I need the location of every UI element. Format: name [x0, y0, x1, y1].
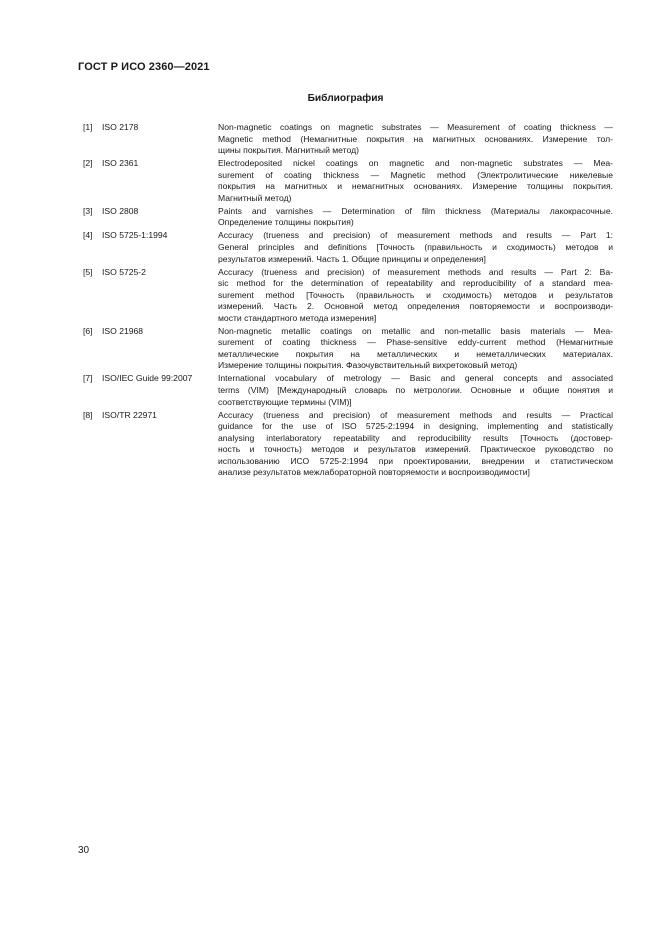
entry-text-line: мости стандартного метода измерения] — [218, 312, 377, 323]
entry-text-line: Accuracy (trueness and precision) of measurement methods and results — Part 1: — [218, 230, 613, 241]
entry-description — [218, 373, 613, 408]
bibliography-entry-2 — [78, 158, 613, 204]
entry-text-line: surement of coating thickness — Magnetic method (Электролитические никелевые — [218, 169, 613, 180]
entry-number: [5] — [83, 266, 93, 277]
entry-text-line: International vocabulary of metrology — Basic and general concepts and associated — [218, 373, 613, 384]
entry-text-line: Магнитный метод) — [218, 192, 292, 203]
entry-text-line: результатов измерений. Часть 1. Общие принципы и определения] — [218, 253, 486, 264]
bibliography-list — [78, 122, 613, 480]
entry-description — [218, 326, 613, 372]
standard-code: ISO 2808 — [102, 205, 139, 216]
entry-description — [218, 122, 613, 157]
entry-description — [218, 267, 613, 325]
entry-text-line: анализе результатов межлабораторной повторяемости и воспроизводимости] — [218, 467, 530, 478]
document-header: ГОСТ Р ИСО 2360—2021 — [78, 61, 210, 73]
entry-text-line: Magnetic method (Немагнитные покрытия на магнитных основаниях. Измерение тол- — [218, 133, 613, 144]
entry-number: [1] — [83, 122, 93, 132]
entry-text-line: Non-magnetic metallic coatings on metallic and non-metallic basis materials — Mea- — [218, 325, 613, 336]
entry-description — [218, 206, 613, 229]
entry-description — [218, 158, 613, 204]
entry-description — [218, 230, 613, 265]
entry-number: [6] — [83, 325, 93, 336]
entry-text-line: использованию ИСО 5725-2:1994 при проектировании, внедрении и статистическом — [218, 455, 613, 466]
bibliography-entry-3 — [78, 206, 613, 229]
entry-number: [8] — [83, 409, 93, 420]
entry-text-line: Non-magnetic coatings on magnetic substrates — Measurement of coating thickness — — [218, 122, 613, 132]
bibliography-entry-5 — [78, 267, 613, 325]
standard-code: ISO/TR 22971 — [102, 409, 157, 420]
entry-text-line: щины покрытия. Магнитный метод) — [218, 145, 359, 156]
entry-text-line: Paints and varnishes — Determination of film thickness (Материалы лакокрасочные. — [218, 205, 613, 216]
entry-text-line: Accuracy (trueness and precision) of measurement methods and results — Part 2: Ba- — [218, 266, 613, 277]
entry-text-line: guidance for the use of ISO 5725-2:1994 in designing, implementing and statistically — [218, 421, 613, 432]
entry-number: [2] — [83, 158, 93, 169]
section-title: Библиография — [307, 93, 384, 104]
bibliography-entry-6 — [78, 326, 613, 372]
entry-text-line: analysing interlaboratory repeatability and reproducibility results [Точность (достовер- — [218, 432, 613, 443]
standard-code: ISO/IEC Guide 99:2007 — [102, 373, 193, 384]
bibliography-entry-7 — [78, 373, 613, 408]
entry-text-line: terms (VIM) [Международный словарь по метрологии. Основные и общие понятия и — [218, 385, 613, 396]
entry-text-line: Определение толщины покрытия) — [218, 217, 354, 228]
entry-text-line: покрытия на магнитных и немагнитных основаниях. Измерение толщины покрытия. — [218, 181, 613, 192]
entry-text-line: General principles and definitions [Точность (правильность и сходимость) методов и — [218, 241, 613, 252]
bibliography-entry-8 — [78, 410, 613, 479]
entry-text-line: ность и точность) методов и результатов измерений. Практическое руководство по — [218, 444, 613, 455]
entry-text-line: соответствующие термины (VIM)] — [218, 396, 352, 407]
standard-code: ISO 5725-1:1994 — [102, 230, 168, 241]
entry-number: [4] — [83, 230, 93, 241]
entry-text-line: Accuracy (trueness and precision) of measurement methods and results — Practical — [218, 409, 613, 420]
entry-text-line: Измерение толщины покрытия. Фазочувствительный вихретоковый метод) — [218, 360, 518, 371]
entry-description — [218, 410, 613, 479]
standard-code: ISO 2361 — [102, 158, 139, 169]
entry-text-line: измерений. Часть 2. Основной метод определения повторяемости и воспроизводи- — [218, 301, 613, 312]
entry-number: [7] — [83, 373, 93, 384]
entry-text-line: металлические покрытия на металлических и неметаллических материалах. — [218, 348, 613, 359]
entry-text-line: sic method for the determination of repeatability and reproducibility of a standard mea- — [218, 278, 613, 289]
entry-text-line: Electrodeposited nickel coatings on magnetic and non-magnetic substrates — Mea- — [218, 158, 613, 169]
standard-code: ISO 5725-2 — [102, 266, 146, 277]
page-number: 30 — [78, 845, 90, 856]
entry-text-line: surement of coating thickness — Phase-sensitive eddy-current method (Немагнитные — [218, 337, 613, 348]
bibliography-entry-4 — [78, 230, 613, 265]
standard-code: ISO 2178 — [102, 122, 139, 132]
bibliography-entry-1 — [78, 122, 613, 157]
entry-number: [3] — [83, 205, 93, 216]
entry-text-line: surement method [Точность (правильность и сходимость) методов и результатов — [218, 289, 613, 300]
standard-code: ISO 21968 — [102, 325, 144, 336]
